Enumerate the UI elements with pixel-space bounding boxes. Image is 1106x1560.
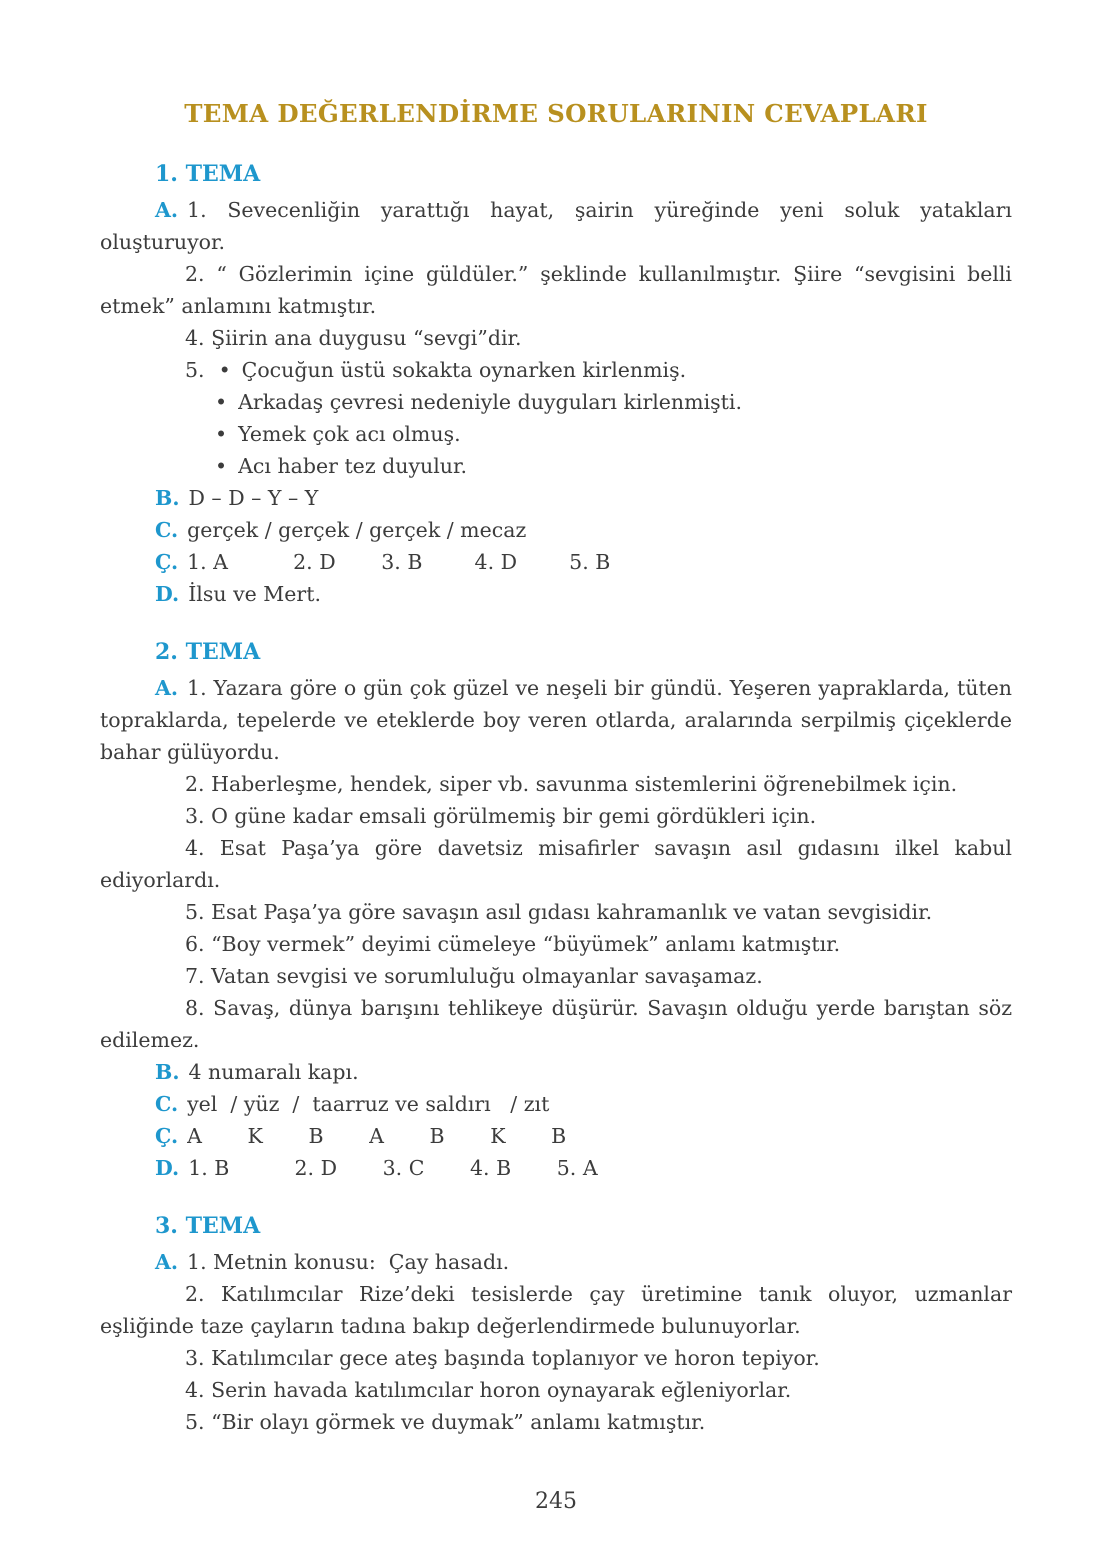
- section-tema-1: [100, 158, 1012, 610]
- answer-number: 5.: [185, 358, 205, 382]
- answer-line: [100, 1342, 1012, 1374]
- answer-letter: D.: [155, 582, 180, 606]
- answer-text: 3. O güne kadar emsali görülmemiş bir gemi gördükleri için.: [185, 804, 817, 828]
- bullet-icon: •: [215, 422, 228, 446]
- answer-item-a: [100, 672, 1012, 768]
- page-number: 245: [535, 1489, 577, 1514]
- tema-2-heading: 2. TEMA: [155, 639, 261, 665]
- answer-line: [100, 960, 1012, 992]
- answer-text: Yemek çok acı olmuş.: [238, 422, 461, 446]
- page-title: TEMA DEĞERLENDİRME SORULARININ CEVAPLARI: [184, 99, 928, 128]
- bullet-item: [100, 386, 1012, 418]
- answer-line: [100, 1406, 1012, 1438]
- answer-letter: A.: [155, 198, 179, 222]
- bullet-icon: •: [215, 390, 228, 414]
- answer-text: 1. Yazara göre o gün çok güzel ve neşeli bir gündü. Yeşeren yapraklarda, tüten topraklarda, tepelerde ve eteklerde boy veren otlarda, aralarında serpilmiş çiçeklerde bahar gülüyordu.: [100, 676, 1012, 764]
- answer-text: Acı haber tez duyulur.: [238, 454, 468, 478]
- answer-item-c: [100, 1088, 1012, 1120]
- answer-text: 1. A 2. D 3. B 4. D 5. B: [187, 550, 611, 574]
- answer-item-b: [100, 482, 1012, 514]
- answer-item-c-cedilla: [100, 546, 1012, 578]
- answer-line: [100, 1374, 1012, 1406]
- answer-text: 4. Esat Paşa’ya göre davetsiz misafirler savaşın asıl gıdasını ilkel kabul ediyorlardı.: [100, 836, 1012, 892]
- answer-text: 1. B 2. D 3. C 4. B 5. A: [188, 1156, 598, 1180]
- answer-line: [100, 928, 1012, 960]
- answer-text: 1. Metnin konusu: Çay hasadı.: [187, 1250, 510, 1274]
- answer-letter: B.: [155, 486, 180, 510]
- bullet-icon: •: [218, 358, 231, 382]
- section-tema-2: [100, 636, 1012, 1184]
- answer-text: yel / yüz / taarruz ve saldırı / zıt: [187, 1092, 550, 1116]
- answer-item-b: [100, 1056, 1012, 1088]
- answer-line: [100, 1278, 1012, 1342]
- answer-item-a: [100, 194, 1012, 258]
- answer-text: 5. “Bir olayı görmek ve duymak” anlamı katmıştır.: [185, 1410, 706, 1434]
- answer-text: 2. Haberleşme, hendek, siper vb. savunma sistemlerini öğrenebilmek için.: [185, 772, 958, 796]
- answer-line: [100, 832, 1012, 896]
- answer-letter: Ç.: [155, 1124, 179, 1148]
- answer-item-c-cedilla: [100, 1120, 1012, 1152]
- answer-text: İlsu ve Mert.: [188, 582, 321, 606]
- answer-text: 4. Şiirin ana duygusu “sevgi”dir.: [185, 326, 522, 350]
- tema-1-heading: 1. TEMA: [155, 161, 261, 187]
- answer-item-d: [100, 1152, 1012, 1184]
- answer-text: 7. Vatan sevgisi ve sorumluluğu olmayanlar savaşamaz.: [185, 964, 763, 988]
- answer-letter: B.: [155, 1060, 180, 1084]
- answer-letter: Ç.: [155, 550, 179, 574]
- answer-text: 4. Serin havada katılımcılar horon oynayarak eğleniyorlar.: [185, 1378, 792, 1402]
- answer-text: Arkadaş çevresi nedeniyle duyguları kirlenmişti.: [238, 390, 742, 414]
- answer-text: A K B A B K B: [187, 1124, 567, 1148]
- bullet-item: [100, 418, 1012, 450]
- answer-line: [100, 768, 1012, 800]
- answer-text: 1. Sevecenliğin yarattığı hayat, şairin yüreğinde yeni soluk yatakları oluşturuyor.: [100, 198, 1012, 254]
- answer-letter: C.: [155, 518, 179, 542]
- answer-letter: C.: [155, 1092, 179, 1116]
- answer-text: 8. Savaş, dünya barışını tehlikeye düşürür. Savaşın olduğu yerde barıştan söz edilemez.: [100, 996, 1012, 1052]
- answer-item-c: [100, 514, 1012, 546]
- answer-letter: A.: [155, 1250, 179, 1274]
- bullet-item: [100, 450, 1012, 482]
- section-tema-3: [100, 1210, 1012, 1438]
- answer-line: [100, 322, 1012, 354]
- bullet-icon: •: [215, 454, 228, 478]
- answer-line-with-bullet: [100, 354, 1012, 386]
- answer-letter: A.: [155, 676, 179, 700]
- answer-text: 2. “ Gözlerimin içine güldüler.” şeklinde kullanılmıştır. Şiire “sevgisini belli etmek” anlamını katmıştır.: [100, 262, 1012, 318]
- answer-text: 6. “Boy vermek” deyimi cümeleye “büyümek” anlamı katmıştır.: [185, 932, 841, 956]
- answer-letter: D.: [155, 1156, 180, 1180]
- answer-line: [100, 258, 1012, 322]
- answer-text: 3. Katılımcılar gece ateş başında toplanıyor ve horon tepiyor.: [185, 1346, 820, 1370]
- answer-item-a: [100, 1246, 1012, 1278]
- answer-line: [100, 896, 1012, 928]
- answer-text: Çocuğun üstü sokakta oynarken kirlenmiş.: [241, 358, 687, 382]
- tema-3-heading: 3. TEMA: [155, 1213, 261, 1239]
- answer-text: 2. Katılımcılar Rize’deki tesislerde çay üretimine tanık oluyor, uzmanlar eşliğinde taze çayların tadına bakıp değerlendirmede bulunuyorlar.: [100, 1282, 1012, 1338]
- answer-text: 5. Esat Paşa’ya göre savaşın asıl gıdası kahramanlık ve vatan sevgisidir.: [185, 900, 933, 924]
- answer-text: gerçek / gerçek / gerçek / mecaz: [187, 518, 527, 542]
- answer-text: D – D – Y – Y: [188, 486, 319, 510]
- answer-item-d: [100, 578, 1012, 610]
- answer-text: 4 numaralı kapı.: [188, 1060, 359, 1084]
- answer-line: [100, 992, 1012, 1056]
- answer-line: [100, 800, 1012, 832]
